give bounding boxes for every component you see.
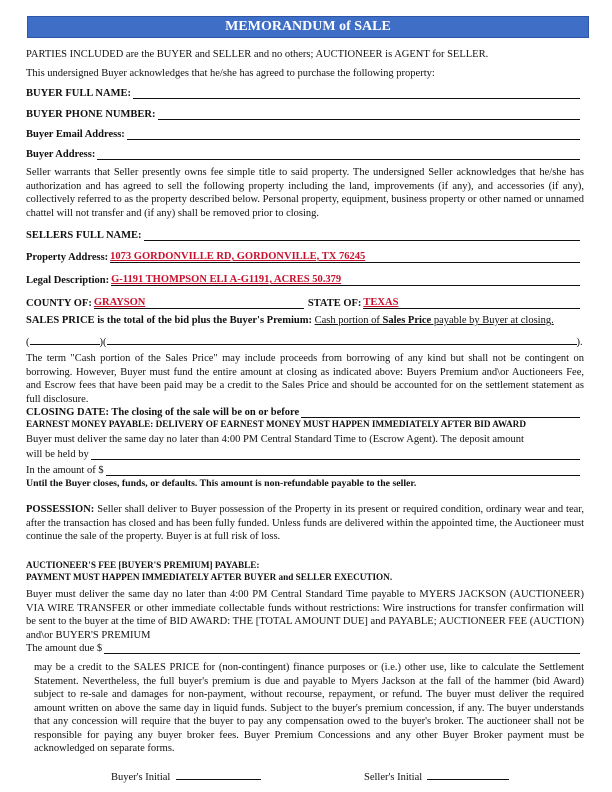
buyer-email-field[interactable] <box>26 126 580 140</box>
county-label: COUNTY OF: <box>26 298 92 309</box>
earnest-money-heading: EARNEST MONEY PAYABLE: DELIVERY OF EARNEST MONEY MUST HAPPEN IMMEDIATELY AFTER BID AWARD <box>26 419 526 429</box>
intro-line-2: This undersigned Buyer acknowledges that he/she has agreed to purchase the following property: <box>26 68 435 79</box>
amount-due-field[interactable] <box>26 640 580 654</box>
seller-initial-label: Seller's Initial <box>364 772 423 783</box>
amount-due-label: The amount due $ <box>26 643 103 654</box>
buyer-address-line[interactable] <box>97 148 580 160</box>
sales-price-label: SALES PRICE is the total of the bid plus the Buyer's Premium: <box>26 315 312 326</box>
state-value: TEXAS <box>363 297 399 308</box>
closing-date-label: CLOSING DATE: The closing of the sale will be on or before <box>26 407 300 418</box>
earnest-amount-line[interactable] <box>106 464 580 476</box>
earnest-amount-field[interactable] <box>26 462 580 476</box>
earnest-amount-label: In the amount of $ <box>26 465 104 476</box>
auctioneer-fee-heading-2: PAYMENT MUST HAPPEN IMMEDIATELY AFTER BUYER and SELLER EXECUTION. <box>26 572 393 582</box>
document-title-banner: MEMORANDUM of SALE <box>27 16 589 38</box>
seller-name-field[interactable] <box>26 227 580 241</box>
closing-date-line[interactable] <box>301 406 580 418</box>
credit-paragraph: may be a credit to the SALES PRICE for (non-contingent) finance purposes or (i.e.) other use, like to calculate the Settlement Statement. Nevertheless, the full buyer's premium is due and payable to Myers Jackson at the fall of the hammer (bid Award) subject to re-sale and damages for non-payment, without recourse, repayment, or refund. The buyer must deliver the required amount written on above the same day in liquid funds. Subject to the buyer's premium concession, if any. The buyer understands that any concession will require that the buyer to pay any compensation owed to the buyer's broker. The auctioneer shall not be responsible for paying any buyer broker fees. Buyer Premium Concessions and any other Buyer Broker payment must be acknowledged on separate forms. <box>34 662 584 754</box>
legal-description-line <box>111 273 580 286</box>
earnest-money-text: Buyer must deliver the same day no later than 4:00 PM Central Standard Time to (Escrow Agent). The deposit amount <box>26 434 524 445</box>
legal-description-value: G-1191 THOMPSON ELI A-G1191, ACRES 50.379 <box>111 274 342 285</box>
buyer-email-line[interactable] <box>127 128 580 140</box>
buyer-full-name-label: BUYER FULL NAME: <box>26 88 132 99</box>
buyer-full-name-line[interactable] <box>133 87 580 99</box>
buyer-phone-field[interactable] <box>26 106 580 120</box>
county-state-row <box>26 295 580 309</box>
sales-price-line <box>26 314 596 328</box>
held-by-line[interactable] <box>91 448 580 460</box>
intro-line-1: PARTIES INCLUDED are the BUYER and SELLER and no others; AUCTIONEER is AGENT for SELLER. <box>26 49 489 60</box>
sales-price-mid-paren: )( <box>99 337 107 348</box>
buyer-address-field[interactable] <box>26 146 580 160</box>
county-value: GRAYSON <box>93 297 146 308</box>
buyer-full-name-field[interactable] <box>26 85 580 99</box>
sales-price-open-paren: ( <box>26 337 30 348</box>
held-by-field[interactable] <box>26 446 580 460</box>
closing-date-field[interactable] <box>26 404 580 418</box>
amount-due-line[interactable] <box>104 642 580 654</box>
buyer-email-label: Buyer Email Address: <box>26 129 125 140</box>
legal-description-field <box>26 272 580 286</box>
possession-label: POSSESSION: <box>26 504 95 515</box>
legal-description-label: Legal Description: <box>26 275 110 286</box>
auctioneer-fee-heading-1: AUCTIONEER'S FEE [BUYER'S PREMIUM] PAYABLE: <box>26 560 260 570</box>
property-address-label: Property Address: <box>26 252 109 263</box>
cash-portion-paragraph: The term "Cash portion of the Sales Price" may include proceeds from borrowing of any kind but shall not be contingent on borrowing. However, Buyer must fund the entire amount at closing as indicated above: Buyers Premium and\or Auctioneers Fee, and Escrow fees that have been paid may be a credit to the Sales Price and should be accounted for on the settlement statement as full disclosure. <box>26 353 584 405</box>
seller-warranty-paragraph: Seller warrants that Seller presently owns fee simple title to said property. The undersigned Seller acknowledges that he/she has authorization and has agreed to sell the following property including the land, improvements (if any), and accessories (if any), collectively referred to as the property described below. Personal property, equipment, business property or other named or unnamed chattel will not transfer and (if any) shall be removed prior to closing. <box>26 167 584 219</box>
buyer-initial-field[interactable] <box>111 769 261 785</box>
buyer-phone-label: BUYER PHONE NUMBER: <box>26 109 156 120</box>
county-line <box>94 296 304 309</box>
seller-initial-field[interactable] <box>364 769 509 785</box>
seller-name-label: SELLERS FULL NAME: <box>26 230 142 241</box>
auctioneer-fee-paragraph: Buyer must deliver the same day no later than 4:00 PM Central Standard Time payable to MYERS JACKSON (AUCTIONEER) VIA WIRE TRANSFER or other immediate collectable funds without restrictions: Wire instructions for transfer confirmation will be sent to the buyer at the time of BID AWARD: THE [TOTAL AMOUNT DUE] and PAYABLE; AUCTIONEER FEE (AUCTION) and\or BUYER'S PREMIUM <box>26 589 584 641</box>
property-address-value: 1073 GORDONVILLE RD, GORDONVILLE, TX 76245 <box>110 251 366 262</box>
sales-price-number-blank[interactable] <box>30 334 100 345</box>
nonrefundable-note: Until the Buyer closes, funds, or defaults. This amount is non-refundable payable to the seller. <box>26 478 417 489</box>
sales-price-text: Cash portion of Sales Price payable by Buyer at closing. <box>314 315 554 326</box>
held-by-label: will be held by <box>26 449 89 460</box>
buyer-phone-line[interactable] <box>158 108 580 120</box>
buyer-initial-line[interactable] <box>176 769 261 780</box>
state-line <box>363 296 580 309</box>
buyer-initial-label: Buyer's Initial <box>111 772 171 783</box>
seller-name-line[interactable] <box>144 229 580 241</box>
sales-price-words-blank[interactable] <box>107 334 577 345</box>
property-address-line <box>110 250 580 263</box>
buyer-address-label: Buyer Address: <box>26 149 96 160</box>
seller-initial-line[interactable] <box>427 769 509 780</box>
sales-price-close-paren: ). <box>576 337 583 348</box>
state-label: STATE OF: <box>307 298 362 309</box>
sales-price-blanks[interactable] <box>26 334 586 350</box>
property-address-field <box>26 249 580 263</box>
possession-paragraph: POSSESSION: Seller shall deliver to Buyer possession of the Property in its present or required condition, ordinary wear and tear, after the transaction has closed and has been fully funded. Unless funds are delivered within the appointed time, the Auctioneer must continue the sale of the property. Buyer is at full risk of loss. <box>26 504 584 542</box>
